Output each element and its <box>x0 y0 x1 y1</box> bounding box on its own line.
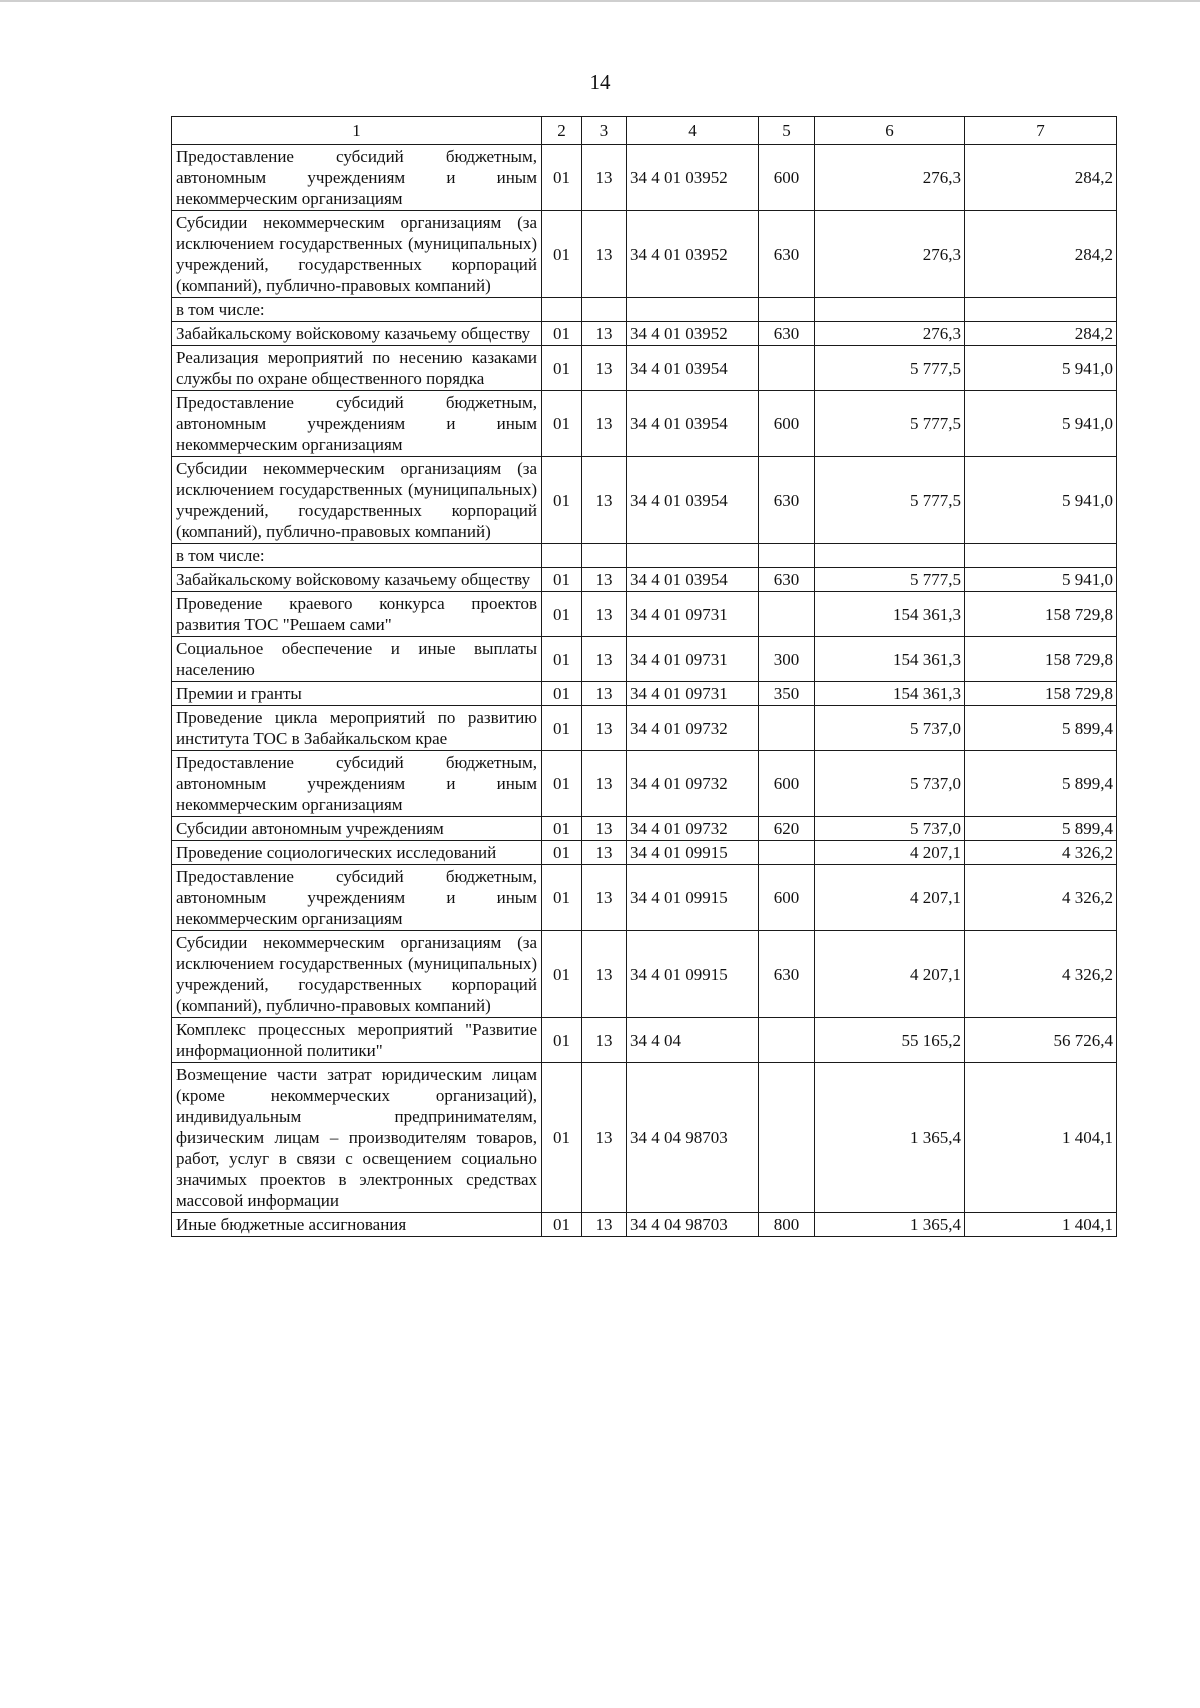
amount-year2-cell: 56 726,4 <box>965 1018 1117 1063</box>
target-article-cell: 34 4 01 09732 <box>627 817 759 841</box>
row-name-cell: Премии и гранты <box>172 682 542 706</box>
amount-year2-cell: 5 941,0 <box>965 391 1117 457</box>
row-name-cell: в том числе: <box>172 544 542 568</box>
table-row <box>172 1213 1117 1237</box>
row-name-cell: Проведение социологических исследований <box>172 841 542 865</box>
row-name-cell: Забайкальскому войсковому казачьему обществу <box>172 568 542 592</box>
table-row <box>172 931 1117 1018</box>
amount-year1-cell: 276,3 <box>815 322 965 346</box>
amount-year2-cell: 284,2 <box>965 145 1117 211</box>
target-article-cell: 34 4 01 09915 <box>627 931 759 1018</box>
row-name-cell: Социальное обеспечение и иные выплаты населению <box>172 637 542 682</box>
amount-year1-cell: 55 165,2 <box>815 1018 965 1063</box>
section-code-cell: 01 <box>542 322 582 346</box>
amount-year1-cell: 5 777,5 <box>815 457 965 544</box>
amount-year1-cell: 5 737,0 <box>815 751 965 817</box>
amount-year2-cell: 1 404,1 <box>965 1213 1117 1237</box>
amount-year1-cell: 154 361,3 <box>815 682 965 706</box>
table-row <box>172 637 1117 682</box>
expense-type-cell: 300 <box>759 637 815 682</box>
table-row <box>172 457 1117 544</box>
target-article-cell: 34 4 04 98703 <box>627 1213 759 1237</box>
target-article-cell: 34 4 04 98703 <box>627 1063 759 1213</box>
row-name-cell: Комплекс процессных мероприятий "Развитие информационной политики" <box>172 1018 542 1063</box>
section-code-cell <box>542 544 582 568</box>
section-code-cell: 01 <box>542 391 582 457</box>
expense-type-cell <box>759 592 815 637</box>
target-article-cell: 34 4 01 09915 <box>627 865 759 931</box>
row-name-cell: Предоставление субсидий бюджетным, автономным учреждениям и иным некоммерческим организациям <box>172 751 542 817</box>
expense-type-cell <box>759 544 815 568</box>
target-article-cell: 34 4 04 <box>627 1018 759 1063</box>
expense-type-cell <box>759 706 815 751</box>
subsection-code-cell: 13 <box>582 211 627 298</box>
header-cell: 4 <box>627 117 759 145</box>
amount-year1-cell: 4 207,1 <box>815 865 965 931</box>
table-row <box>172 751 1117 817</box>
expense-type-cell <box>759 1063 815 1213</box>
amount-year2-cell: 5 941,0 <box>965 346 1117 391</box>
table-row <box>172 592 1117 637</box>
subsection-code-cell: 13 <box>582 841 627 865</box>
target-article-cell: 34 4 01 03952 <box>627 211 759 298</box>
amount-year2-cell: 4 326,2 <box>965 841 1117 865</box>
subsection-code-cell <box>582 298 627 322</box>
header-cell: 6 <box>815 117 965 145</box>
expense-type-cell: 630 <box>759 457 815 544</box>
table-row <box>172 346 1117 391</box>
amount-year1-cell: 4 207,1 <box>815 841 965 865</box>
amount-year1-cell: 1 365,4 <box>815 1063 965 1213</box>
table-row <box>172 544 1117 568</box>
row-name-cell: Забайкальскому войсковому казачьему обществу <box>172 322 542 346</box>
expense-type-cell: 800 <box>759 1213 815 1237</box>
subsection-code-cell: 13 <box>582 145 627 211</box>
expense-type-cell: 630 <box>759 211 815 298</box>
subsection-code-cell: 13 <box>582 637 627 682</box>
section-code-cell: 01 <box>542 817 582 841</box>
table-row <box>172 706 1117 751</box>
subsection-code-cell: 13 <box>582 592 627 637</box>
amount-year2-cell: 284,2 <box>965 322 1117 346</box>
header-cell: 2 <box>542 117 582 145</box>
row-name-cell: Предоставление субсидий бюджетным, автономным учреждениям и иным некоммерческим организациям <box>172 391 542 457</box>
header-cell: 1 <box>172 117 542 145</box>
subsection-code-cell: 13 <box>582 817 627 841</box>
subsection-code-cell: 13 <box>582 751 627 817</box>
section-code-cell <box>542 298 582 322</box>
table-row <box>172 841 1117 865</box>
table-row <box>172 1063 1117 1213</box>
table-row <box>172 298 1117 322</box>
section-code-cell: 01 <box>542 346 582 391</box>
table-row <box>172 817 1117 841</box>
target-article-cell: 34 4 01 09731 <box>627 682 759 706</box>
amount-year2-cell: 5 899,4 <box>965 751 1117 817</box>
section-code-cell: 01 <box>542 706 582 751</box>
subsection-code-cell: 13 <box>582 1213 627 1237</box>
amount-year2-cell <box>965 544 1117 568</box>
table-row <box>172 391 1117 457</box>
target-article-cell: 34 4 01 09732 <box>627 706 759 751</box>
subsection-code-cell <box>582 544 627 568</box>
subsection-code-cell: 13 <box>582 322 627 346</box>
budget-table <box>171 116 1117 1237</box>
row-name-cell: Проведение краевого конкурса проектов развития ТОС "Решаем сами" <box>172 592 542 637</box>
target-article-cell <box>627 544 759 568</box>
amount-year2-cell: 1 404,1 <box>965 1063 1117 1213</box>
table-row <box>172 682 1117 706</box>
row-name-cell: Реализация мероприятий по несению казаками службы по охране общественного порядка <box>172 346 542 391</box>
section-code-cell: 01 <box>542 1018 582 1063</box>
subsection-code-cell: 13 <box>582 931 627 1018</box>
target-article-cell: 34 4 01 09731 <box>627 592 759 637</box>
row-name-cell: Возмещение части затрат юридическим лицам (кроме некоммерческих организаций), индивидуальным предпринимателям, физическим лицам – производителям товаров, работ, услуг в связи с освещением социально значимых проектов в электронных средствах массовой информации <box>172 1063 542 1213</box>
expense-type-cell <box>759 841 815 865</box>
section-code-cell: 01 <box>542 145 582 211</box>
amount-year2-cell: 5 941,0 <box>965 568 1117 592</box>
subsection-code-cell: 13 <box>582 682 627 706</box>
amount-year2-cell: 158 729,8 <box>965 592 1117 637</box>
header-row <box>172 117 1117 145</box>
amount-year1-cell: 154 361,3 <box>815 592 965 637</box>
target-article-cell: 34 4 01 09732 <box>627 751 759 817</box>
amount-year1-cell: 1 365,4 <box>815 1213 965 1237</box>
subsection-code-cell: 13 <box>582 346 627 391</box>
section-code-cell: 01 <box>542 592 582 637</box>
table-row <box>172 1018 1117 1063</box>
amount-year2-cell: 5 899,4 <box>965 817 1117 841</box>
amount-year1-cell: 4 207,1 <box>815 931 965 1018</box>
scan-edge <box>0 0 1200 2</box>
amount-year1-cell: 5 777,5 <box>815 346 965 391</box>
expense-type-cell: 600 <box>759 751 815 817</box>
amount-year2-cell: 4 326,2 <box>965 865 1117 931</box>
section-code-cell: 01 <box>542 931 582 1018</box>
expense-type-cell <box>759 346 815 391</box>
row-name-cell: Субсидии некоммерческим организациям (за исключением государственных (муниципальных) учреждений, государственных корпораций (компаний), публично-правовых компаний) <box>172 931 542 1018</box>
amount-year1-cell: 5 737,0 <box>815 706 965 751</box>
amount-year2-cell: 5 941,0 <box>965 457 1117 544</box>
row-name-cell: Предоставление субсидий бюджетным, автономным учреждениям и иным некоммерческим организациям <box>172 865 542 931</box>
row-name-cell: Иные бюджетные ассигнования <box>172 1213 542 1237</box>
section-code-cell: 01 <box>542 568 582 592</box>
expense-type-cell: 600 <box>759 391 815 457</box>
section-code-cell: 01 <box>542 841 582 865</box>
expense-type-cell: 350 <box>759 682 815 706</box>
amount-year2-cell <box>965 298 1117 322</box>
target-article-cell: 34 4 01 09915 <box>627 841 759 865</box>
expense-type-cell: 620 <box>759 817 815 841</box>
section-code-cell: 01 <box>542 211 582 298</box>
amount-year2-cell: 158 729,8 <box>965 682 1117 706</box>
subsection-code-cell: 13 <box>582 1018 627 1063</box>
row-name-cell: в том числе: <box>172 298 542 322</box>
table-row <box>172 211 1117 298</box>
row-name-cell: Субсидии некоммерческим организациям (за исключением государственных (муниципальных) учреждений, государственных корпораций (компаний), публично-правовых компаний) <box>172 211 542 298</box>
amount-year1-cell <box>815 298 965 322</box>
amount-year1-cell: 276,3 <box>815 145 965 211</box>
section-code-cell: 01 <box>542 682 582 706</box>
row-name-cell: Субсидии автономным учреждениям <box>172 817 542 841</box>
target-article-cell: 34 4 01 09731 <box>627 637 759 682</box>
page-number: 14 <box>589 70 611 94</box>
amount-year1-cell <box>815 544 965 568</box>
amount-year1-cell: 5 777,5 <box>815 568 965 592</box>
expense-type-cell <box>759 1018 815 1063</box>
section-code-cell: 01 <box>542 457 582 544</box>
section-code-cell: 01 <box>542 751 582 817</box>
target-article-cell: 34 4 01 03952 <box>627 145 759 211</box>
table-row <box>172 568 1117 592</box>
target-article-cell: 34 4 01 03954 <box>627 346 759 391</box>
amount-year1-cell: 5 777,5 <box>815 391 965 457</box>
target-article-cell: 34 4 01 03954 <box>627 568 759 592</box>
row-name-cell: Предоставление субсидий бюджетным, автономным учреждениям и иным некоммерческим организациям <box>172 145 542 211</box>
section-code-cell: 01 <box>542 1063 582 1213</box>
expense-type-cell: 630 <box>759 931 815 1018</box>
amount-year2-cell: 5 899,4 <box>965 706 1117 751</box>
row-name-cell: Проведение цикла мероприятий по развитию института ТОС в Забайкальском крае <box>172 706 542 751</box>
expense-type-cell: 630 <box>759 568 815 592</box>
expense-type-cell: 600 <box>759 145 815 211</box>
amount-year2-cell: 4 326,2 <box>965 931 1117 1018</box>
expense-type-cell: 630 <box>759 322 815 346</box>
subsection-code-cell: 13 <box>582 1063 627 1213</box>
header-cell: 5 <box>759 117 815 145</box>
row-name-cell: Субсидии некоммерческим организациям (за исключением государственных (муниципальных) учреждений, государственных корпораций (компаний), публично-правовых компаний) <box>172 457 542 544</box>
section-code-cell: 01 <box>542 865 582 931</box>
target-article-cell: 34 4 01 03954 <box>627 391 759 457</box>
table-row <box>172 865 1117 931</box>
amount-year1-cell: 154 361,3 <box>815 637 965 682</box>
amount-year2-cell: 284,2 <box>965 211 1117 298</box>
header-cell: 3 <box>582 117 627 145</box>
target-article-cell <box>627 298 759 322</box>
table-row <box>172 145 1117 211</box>
expense-type-cell <box>759 298 815 322</box>
section-code-cell: 01 <box>542 637 582 682</box>
subsection-code-cell: 13 <box>582 568 627 592</box>
section-code-cell: 01 <box>542 1213 582 1237</box>
table-row <box>172 322 1117 346</box>
header-cell: 7 <box>965 117 1117 145</box>
subsection-code-cell: 13 <box>582 391 627 457</box>
amount-year2-cell: 158 729,8 <box>965 637 1117 682</box>
target-article-cell: 34 4 01 03954 <box>627 457 759 544</box>
expense-type-cell: 600 <box>759 865 815 931</box>
subsection-code-cell: 13 <box>582 457 627 544</box>
amount-year1-cell: 5 737,0 <box>815 817 965 841</box>
subsection-code-cell: 13 <box>582 865 627 931</box>
target-article-cell: 34 4 01 03952 <box>627 322 759 346</box>
amount-year1-cell: 276,3 <box>815 211 965 298</box>
subsection-code-cell: 13 <box>582 706 627 751</box>
